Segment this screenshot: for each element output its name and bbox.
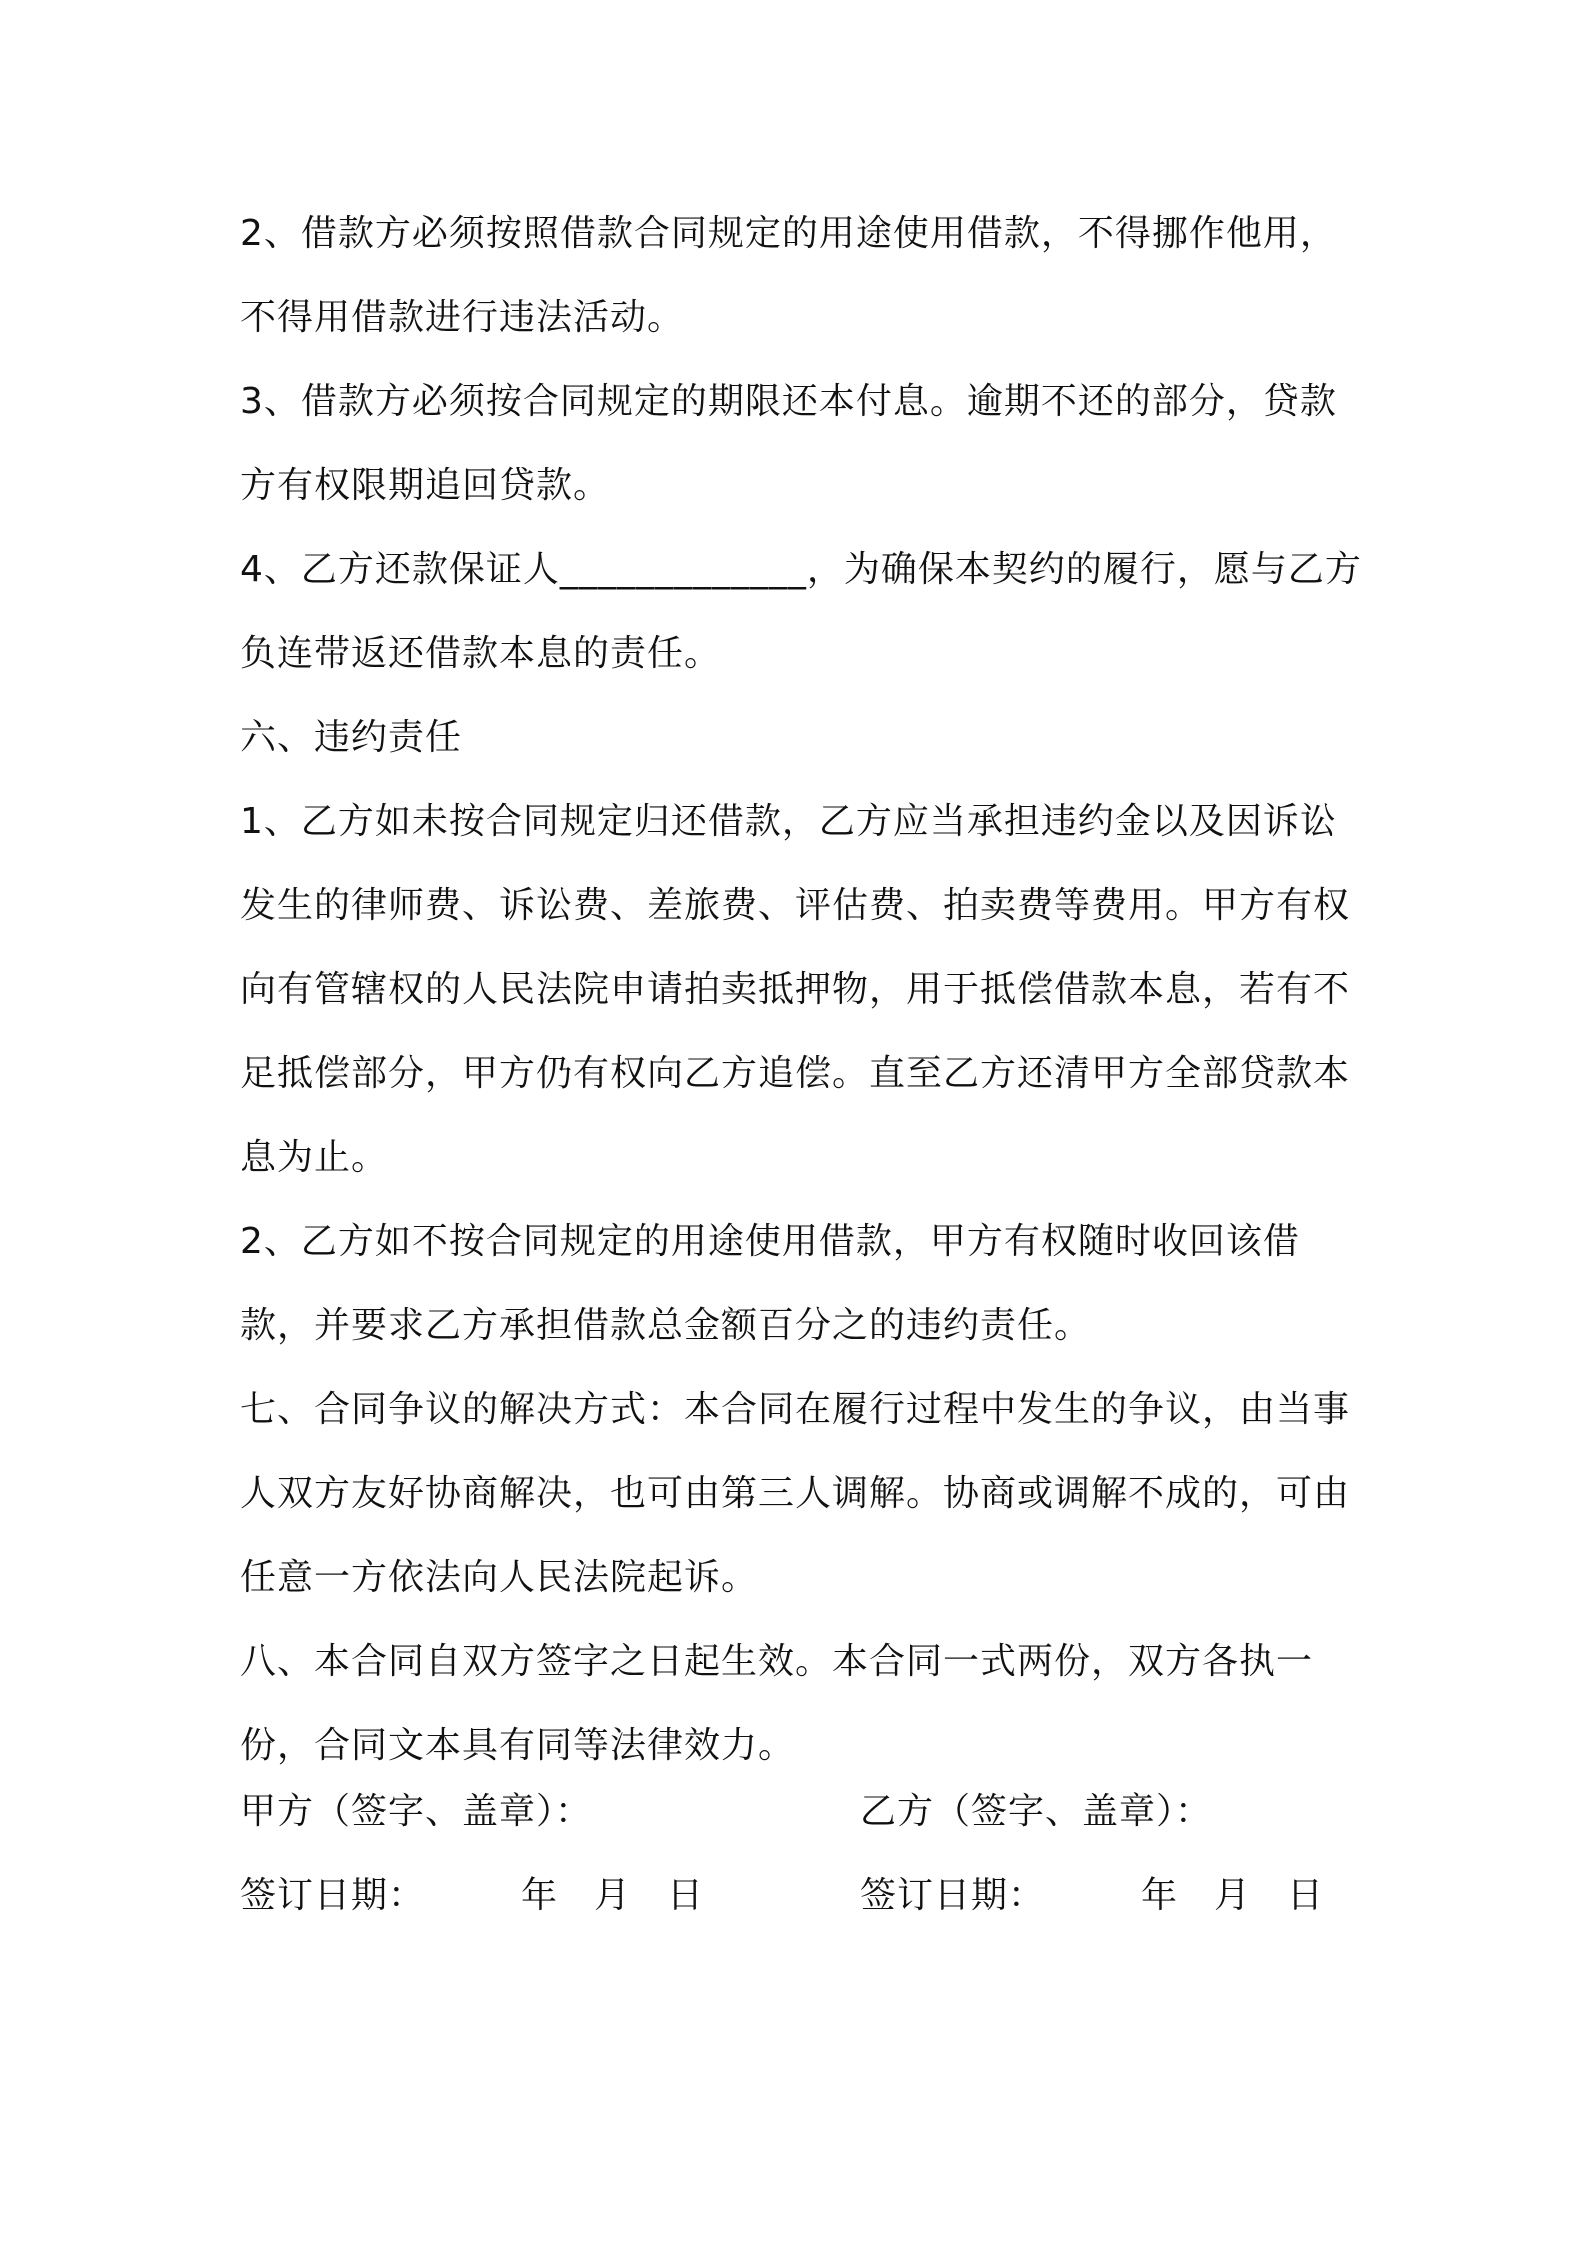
month-label: 月 [594, 1875, 632, 1916]
date-label: 签订日期： [240, 1875, 426, 1916]
day-label: 日 [1287, 1875, 1325, 1916]
section-heading-breach: 六、违约责任 [240, 717, 463, 758]
signing-date-row [240, 1854, 1370, 1938]
clause-guarantor: 4、乙方还款保证人_____________，为确保本契约的履行，愿与乙方负连带返还借款本息的责任。 [240, 549, 1362, 674]
party-a-signing-date [240, 1854, 704, 1938]
month-label: 月 [1214, 1875, 1252, 1916]
clause-breach-use: 2、乙方如不按合同规定的用途使用借款，甲方有权随时收回该借款，并要求乙方承担借款总金额百分之的违约责任。 [240, 1221, 1300, 1346]
clause-effectiveness: 八、本合同自双方签字之日起生效。本合同一式两份，双方各执一份，合同文本具有同等法律效力。 [240, 1641, 1314, 1766]
day-label: 日 [667, 1875, 705, 1916]
signature-row [240, 1770, 1370, 1854]
date-label: 签订日期： [860, 1875, 1046, 1916]
party-a-signature-label: 甲方（签字、盖章）： [240, 1791, 593, 1832]
year-label: 年 [521, 1875, 559, 1916]
year-label: 年 [1141, 1875, 1179, 1916]
clause-borrower-use: 2、借款方必须按照借款合同规定的用途使用借款，不得挪作他用，不得用借款进行违法活动。 [240, 213, 1337, 338]
contract-body [240, 192, 1370, 1788]
clause-repayment-term: 3、借款方必须按合同规定的期限还本付息。逾期不还的部分，贷款方有权限期追回贷款。 [240, 381, 1337, 506]
clause-breach-repayment: 1、乙方如未按合同规定归还借款，乙方应当承担违约金以及因诉讼发生的律师费、诉讼费、差旅费、评估费、拍卖费等费用。甲方有权向有管辖权的人民法院申请拍卖抵押物，用于抵偿借款本息，若有不足抵偿部分，甲方仍有权向乙方追偿。直至乙方还清甲方全部贷款本息为止。 [240, 801, 1351, 1178]
clause-dispute-resolution: 七、合同争议的解决方式：本合同在履行过程中发生的争议，由当事人双方友好协商解决，也可由第三人调解。协商或调解不成的，可由任意一方依法向人民法院起诉。 [240, 1389, 1351, 1598]
party-b-signing-date [860, 1854, 1324, 1938]
party-b-signature-label: 乙方（签字、盖章）： [860, 1791, 1213, 1832]
